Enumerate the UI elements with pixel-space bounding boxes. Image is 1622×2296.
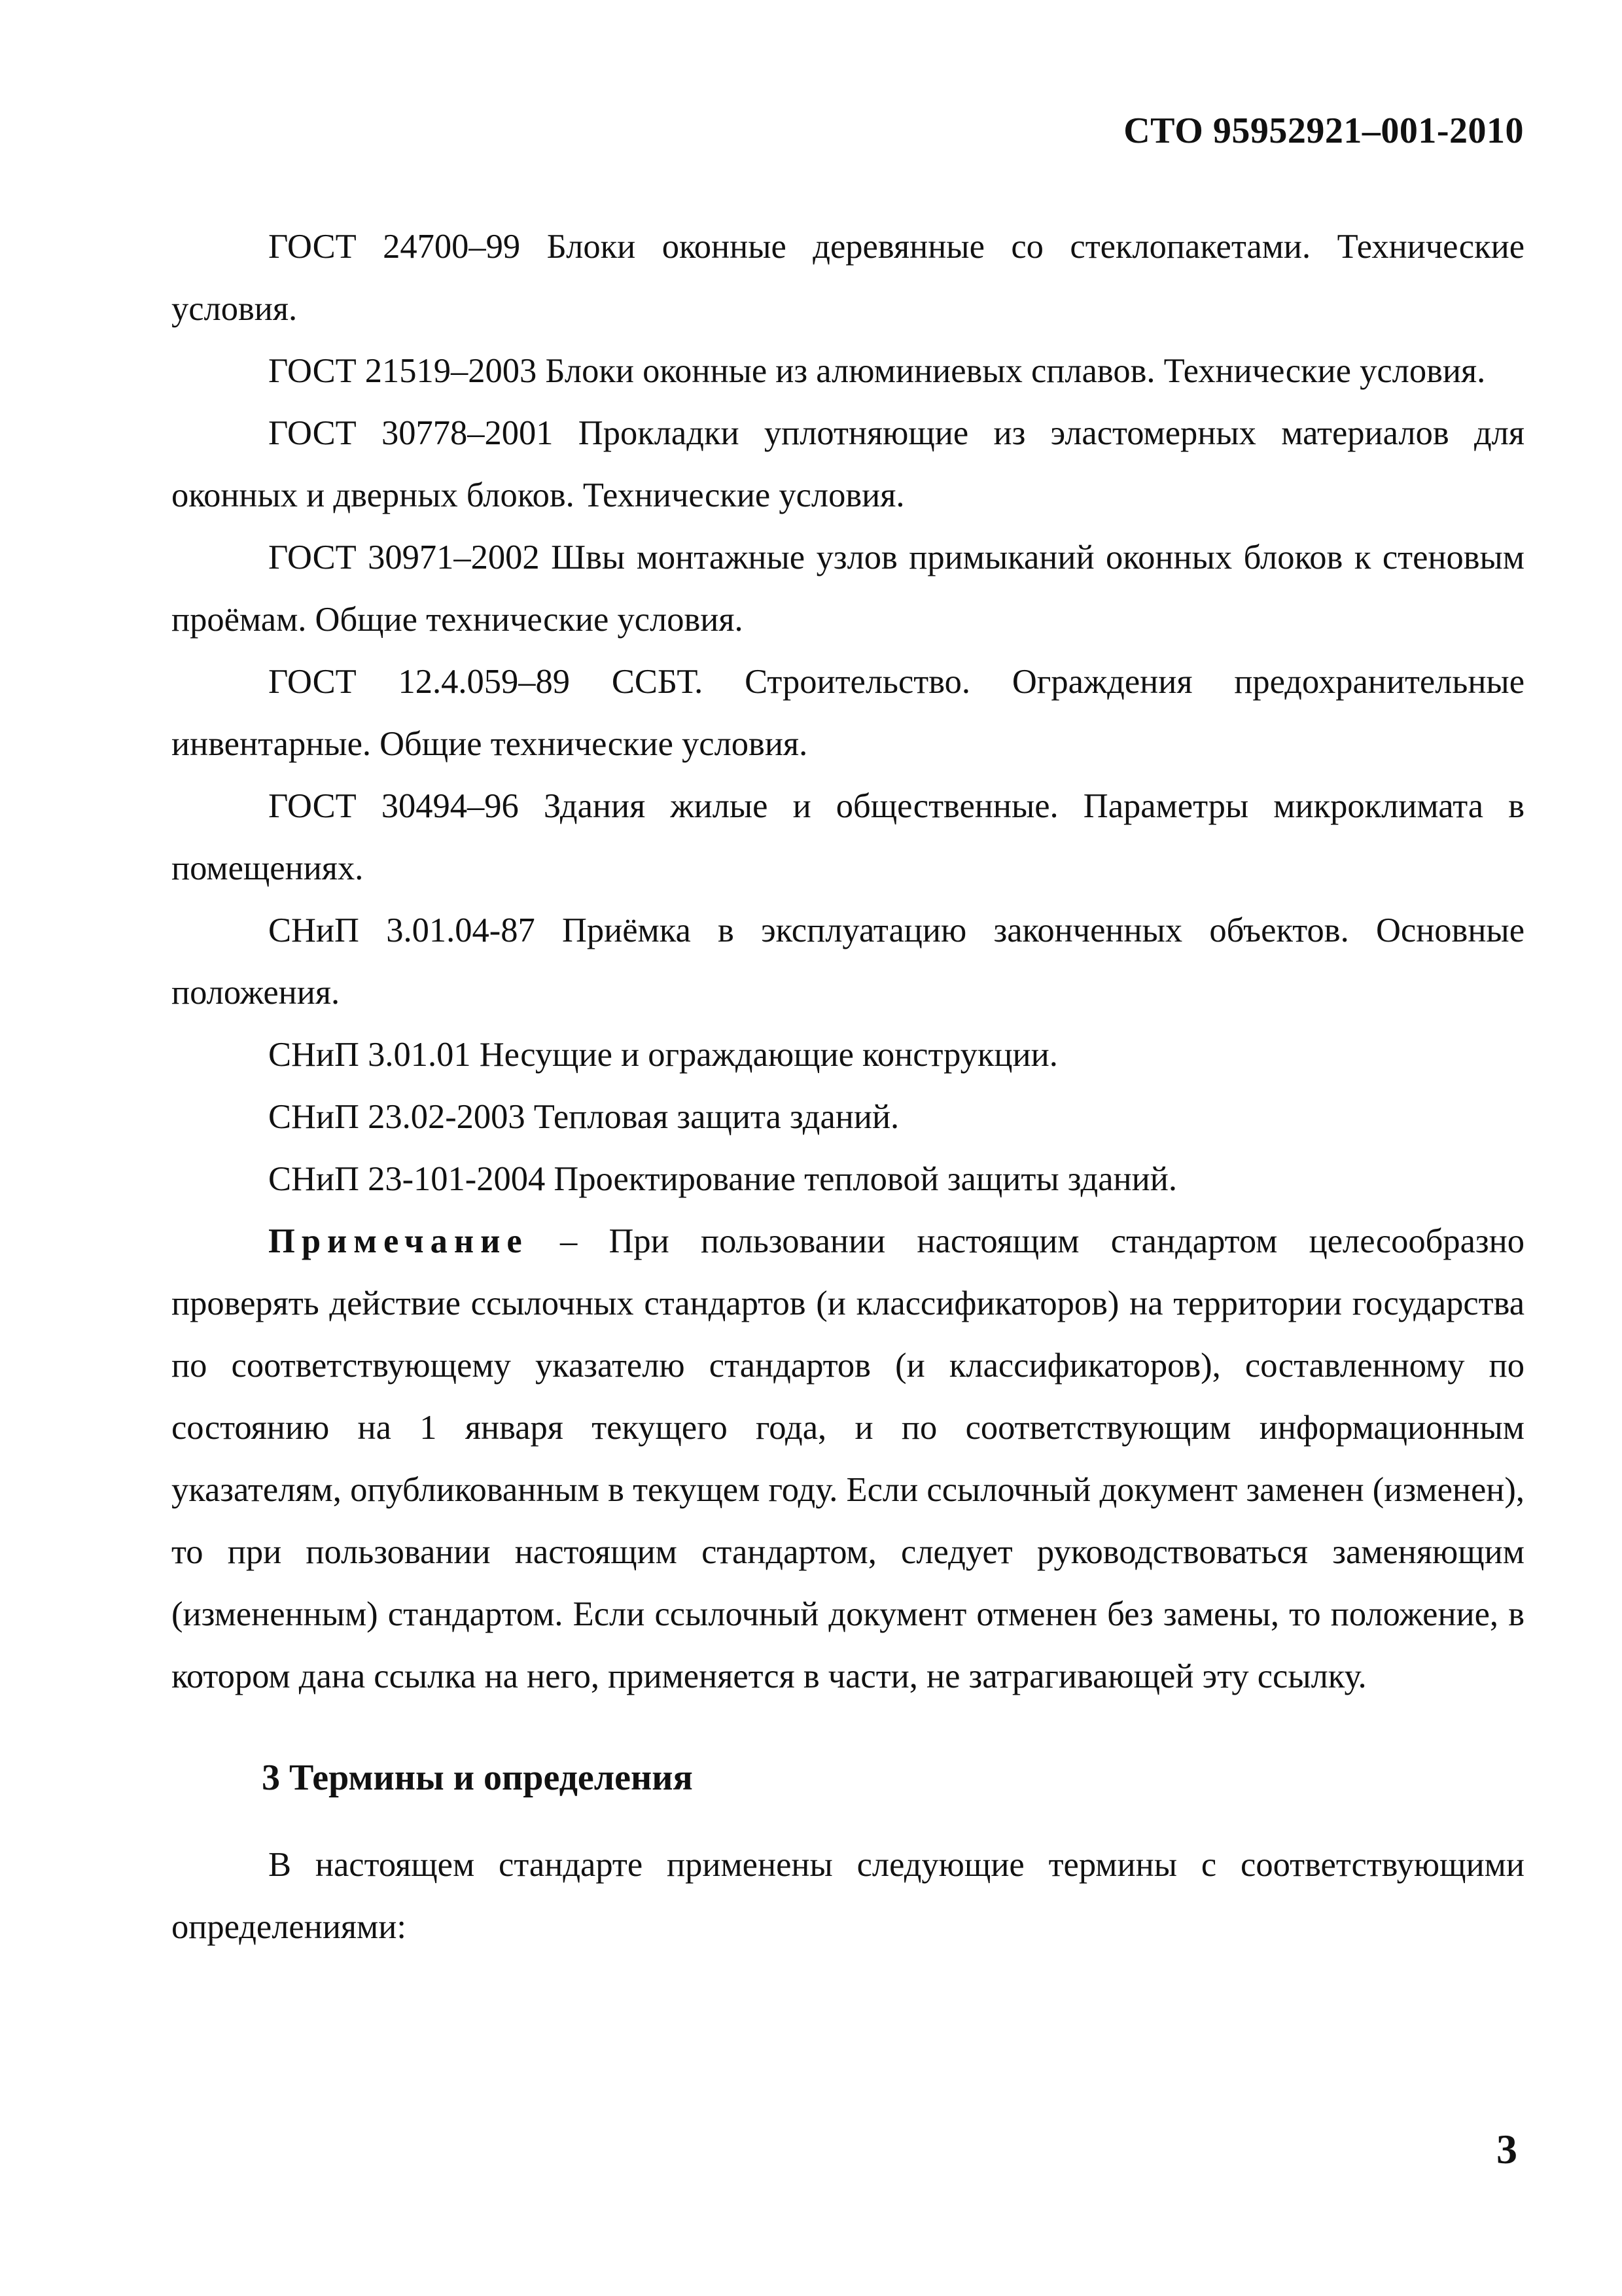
reference-item: ГОСТ 30778–2001 Прокладки уплотняющие из эластомерных материалов для оконных и дверных блоков. Технические условия. <box>171 414 1525 514</box>
reference-item: ГОСТ 30971–2002 Швы монтажные узлов примыканий оконных блоков к стеновым проёмам. Общие технические условия. <box>171 539 1525 639</box>
reference-item: СНиП 23.02-2003 Тепловая защита зданий. <box>268 1098 900 1136</box>
document-code-header: СТО 95952921–001-2010 <box>1123 111 1524 151</box>
reference-item: СНиП 23-101-2004 Проектирование тепловой защиты зданий. <box>268 1160 1177 1198</box>
reference-item: ГОСТ 24700–99 Блоки оконные деревянные со стеклопакетами. Технические условия. <box>171 228 1525 328</box>
page-number: 3 <box>1496 2126 1517 2172</box>
note-label: Примечание <box>268 1222 529 1260</box>
note-paragraph <box>171 1210 1525 1708</box>
reference-item: СНиП 3.01.01 Несущие и ограждающие конструкции. <box>268 1036 1058 1074</box>
note-text: – При пользовании настоящим стандартом целесообразно проверять действие ссылочных стандартов (и классификаторов) на территории государства по соответствующему указателю стандартов (и классификаторов), составленному по состоянию на 1 января текущего года, и по соответствующим информационным указателям, опубликованным в текущем году. Если ссылочный документ заменен (изменен), то при пользовании настоящим стандартом, следует руководствоваться заменяющим (измененным) стандартом. Если ссылочный документ отменен без замены, то положение, в котором дана ссылка на него, применяется в части, не затрагивающей эту ссылку. <box>171 1222 1525 1695</box>
page-body <box>171 216 1525 1958</box>
section-intro: В настоящем стандарте применены следующие термины с соответствующими определениями: <box>171 1846 1525 1946</box>
reference-item: СНиП 3.01.04-87 Приёмка в эксплуатацию законченных объектов. Основные положения. <box>171 911 1525 1012</box>
reference-item: ГОСТ 21519–2003 Блоки оконные из алюминиевых сплавов. Технические условия. <box>268 352 1486 390</box>
reference-item: ГОСТ 30494–96 Здания жилые и общественные. Параметры микроклимата в помещениях. <box>171 787 1525 887</box>
reference-item: ГОСТ 12.4.059–89 ССБТ. Строительство. Ограждения предохранительные инвентарные. Общие технические условия. <box>171 663 1525 763</box>
section-heading: 3 Термины и определения <box>262 1757 693 1798</box>
